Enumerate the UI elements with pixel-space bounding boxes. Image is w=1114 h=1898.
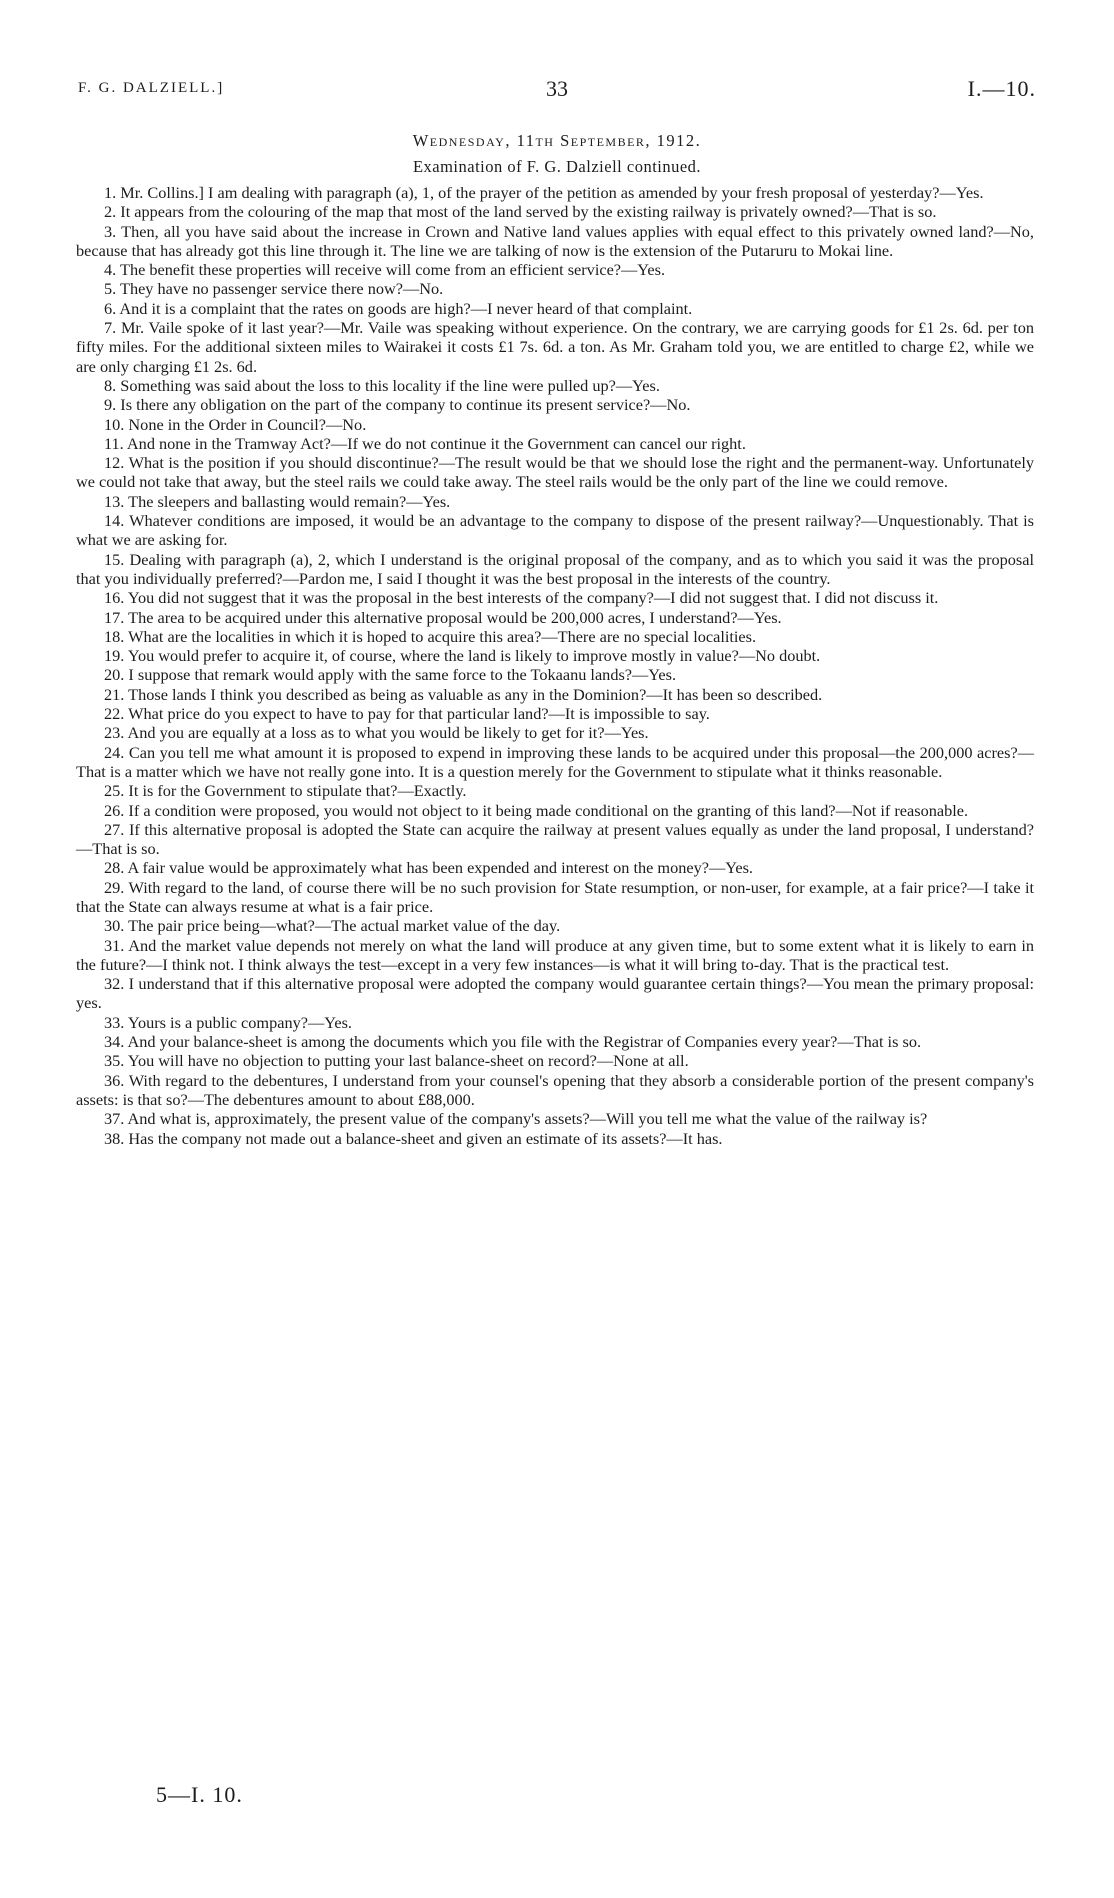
question-text: With regard to the debentures, I understand from your counsel's opening that they absorb a considerable portion of the present company's assets: is that so?—The debentures amount to about £88,000.	[76, 1070, 1034, 1109]
question-paragraph	[76, 781, 1034, 800]
question-number: 9.	[104, 395, 117, 415]
question-number: 17.	[104, 607, 125, 627]
question-paragraph	[76, 318, 1034, 376]
question-text: And none in the Tramway Act?—If we do not continue it the Government can cancel our right.	[123, 433, 746, 453]
question-text: Mr. Vaile spoke of it last year?—Mr. Vaile was speaking without experience. On the contrary, we are carrying goods for £1 2s. 6d. per ton fifty miles. For the additional sixteen miles to Wairakei it costs £1 7s. 6d. a ton. As Mr. Graham told you, we are entitled to charge £2, while we are only charging £1 2s. 6d.	[76, 318, 1034, 376]
question-text: The area to be acquired under this alternative proposal would be 200,000 acres, I understand?—Yes.	[124, 607, 782, 627]
question-paragraph	[76, 395, 1034, 414]
question-paragraph	[76, 646, 1034, 665]
question-number: 30.	[104, 916, 125, 936]
question-paragraph	[76, 820, 1034, 859]
question-text: Yours is a public company?—Yes.	[124, 1012, 353, 1032]
question-number: 33.	[104, 1012, 125, 1032]
question-text: And it is a complaint that the rates on goods are high?—I never heard of that complaint.	[116, 298, 693, 318]
question-text: If this alternative proposal is adopted the State can acquire the railway at present values equally as under the land proposal, I understand?—That is so.	[76, 819, 1034, 859]
question-text: The benefit these properties will receive will come from an efficient service?—Yes.	[116, 260, 666, 280]
signature-mark: 5—I. 10.	[156, 1782, 243, 1807]
document-code: I.—10.	[967, 76, 1036, 101]
question-number: 28.	[104, 858, 125, 878]
question-text: A fair value would be approximately what has been expended and interest on the money?—Yes.	[124, 858, 753, 878]
question-text: Then, all you have said about the increase in Crown and Native land values applies with equal effect to this privately owned land?—No, because that has already got this line through it. The line we are talking of now is the extension of the Putaruru to Mokai line.	[76, 221, 1034, 260]
question-text: You will have no objection to putting your last balance-sheet on record?—None at all.	[124, 1051, 689, 1071]
question-paragraph	[76, 1032, 1034, 1051]
question-paragraph	[76, 704, 1034, 723]
question-number: 37.	[104, 1109, 125, 1129]
examination-heading: Examination of F. G. Dalziell continued.	[412, 157, 702, 176]
question-number: 7.	[104, 318, 117, 338]
question-number: 13.	[104, 491, 125, 511]
question-paragraph	[76, 492, 1034, 511]
question-number: 22.	[104, 704, 125, 724]
question-paragraph	[76, 801, 1034, 820]
question-number: 5.	[104, 279, 117, 299]
question-number: 4.	[104, 260, 117, 280]
question-number: 8.	[104, 375, 117, 395]
question-paragraph	[76, 588, 1034, 607]
question-text: And you are equally at a loss as to what you would be likely to get for it?—Yes.	[124, 723, 649, 743]
question-number: 12.	[104, 453, 125, 473]
question-number: 6.	[104, 298, 117, 318]
question-number: 35.	[104, 1051, 125, 1071]
question-text: It appears from the colouring of the map that most of the land served by the existing railway is privately owned?—That is so.	[116, 202, 937, 222]
date-heading: Wednesday, 11th September, 1912.	[412, 131, 702, 150]
question-number: 27.	[104, 819, 125, 839]
question-text: It is for the Government to stipulate that?—Exactly.	[124, 781, 467, 801]
question-number: 16.	[104, 588, 125, 608]
question-text: And what is, approximately, the present value of the company's assets?—Will you tell me what the value of the railway is?	[124, 1109, 928, 1129]
question-text: If a condition were proposed, you would not object to it being made conditional on the granting of this land?—Not if reasonable.	[124, 800, 969, 820]
question-paragraph	[76, 260, 1034, 279]
question-number: 31.	[104, 935, 125, 955]
question-text: Dealing with paragraph (a), 2, which I understand is the original proposal of the company, and as to which you said it was the proposal that you individually preferred?—Pardon me, I said I thought it was the best proposal in the interests of the country.	[76, 549, 1034, 588]
question-number: 10.	[104, 414, 125, 434]
question-number: 3.	[104, 221, 117, 241]
question-number: 24.	[104, 742, 125, 762]
question-paragraph	[76, 299, 1034, 318]
question-text: I suppose that remark would apply with the same force to the Tokaanu lands?—Yes.	[124, 665, 677, 685]
question-paragraph	[76, 183, 1034, 202]
question-number: 23.	[104, 723, 125, 743]
question-paragraph	[76, 1109, 1034, 1128]
question-paragraph	[76, 974, 1034, 1013]
question-paragraph	[76, 1071, 1034, 1110]
question-text: None in the Order in Council?—No.	[124, 414, 367, 434]
question-text: Is there any obligation on the part of the company to continue its present service?—No.	[116, 395, 691, 415]
question-text: You did not suggest that it was the proposal in the best interests of the company?—I did not suggest that. I did not discuss it.	[124, 588, 939, 608]
question-paragraph	[76, 202, 1034, 221]
question-text: They have no passenger service there now?—No.	[116, 279, 444, 299]
question-paragraph	[76, 723, 1034, 742]
question-number: 36.	[104, 1070, 125, 1090]
question-paragraph	[76, 550, 1034, 589]
question-paragraph	[76, 665, 1034, 684]
question-number: 11.	[104, 433, 124, 453]
question-text: With regard to the land, of course there will be no such provision for State resumption, or non-user, for example, at a fair price?—I take it that the State can always resume at what is a fair price.	[76, 877, 1034, 916]
question-paragraph	[76, 627, 1034, 646]
question-paragraph	[76, 222, 1034, 261]
question-paragraph	[76, 743, 1034, 782]
question-number: 32.	[104, 974, 125, 994]
question-paragraph	[76, 376, 1034, 395]
question-paragraph	[76, 434, 1034, 453]
question-number: 18.	[104, 626, 125, 646]
question-text: The sleepers and ballasting would remain?—Yes.	[124, 491, 451, 511]
testimony-body	[76, 183, 1034, 1148]
question-number: 20.	[104, 665, 125, 685]
question-text: And the market value depends not merely on what the land will produce at any given time, but to some extent what it is likely to earn in the future?—I think not. I think always the test—except in a very few instances—is what it will bring to-day. That is the practical test.	[76, 935, 1034, 974]
question-text: Whatever conditions are imposed, it would be an advantage to the company to dispose of the present railway?—Unquestionably. That is what we are asking for.	[76, 511, 1034, 550]
question-text: Something was said about the loss to this locality if the line were pulled up?—Yes.	[116, 375, 660, 395]
question-number: 21.	[104, 684, 125, 704]
header-witness: F. G. DALZIELL.]	[78, 80, 225, 96]
question-paragraph	[76, 453, 1034, 492]
question-number: 38.	[104, 1128, 125, 1148]
question-text: Mr. Collins.] I am dealing with paragraph (a), 1, of the prayer of the petition as amended by your fresh proposal of yesterday?—Yes.	[116, 183, 984, 202]
page-number: 33	[546, 76, 568, 101]
question-paragraph	[76, 608, 1034, 627]
page-header	[78, 76, 1036, 106]
question-paragraph	[76, 858, 1034, 877]
question-text: And your balance-sheet is among the documents which you file with the Registrar of Companies every year?—That is so.	[124, 1032, 922, 1052]
question-paragraph	[76, 1051, 1034, 1070]
question-number: 29.	[104, 877, 125, 897]
question-text: The pair price being—what?—The actual market value of the day.	[124, 916, 561, 936]
question-text: Has the company not made out a balance-sheet and given an estimate of its assets?—It has.	[124, 1128, 723, 1148]
question-paragraph	[76, 511, 1034, 550]
question-text: Those lands I think you described as being as valuable as any in the Dominion?—It has been so described.	[124, 684, 823, 704]
question-text: I understand that if this alternative proposal were adopted the company would guarantee certain things?—You mean the primary proposal: yes.	[76, 974, 1034, 1013]
question-paragraph	[76, 936, 1034, 975]
question-paragraph	[76, 1129, 1034, 1148]
question-paragraph	[76, 916, 1034, 935]
question-number: 34.	[104, 1032, 125, 1052]
question-text: What price do you expect to have to pay for that particular land?—It is impossible to say.	[124, 704, 710, 724]
question-number: 15.	[104, 549, 125, 569]
question-number: 26.	[104, 800, 125, 820]
question-text: What is the position if you should discontinue?—The result would be that we should lose the right and the permanent-way. Unfortunately we could not take that away, but the steel rails we could take away. The steel rails would be the only part of the line we could remove.	[76, 453, 1034, 492]
question-text: You would prefer to acquire it, of course, where the land is likely to improve mostly in value?—No doubt.	[124, 646, 821, 666]
question-paragraph	[76, 1013, 1034, 1032]
question-number: 2.	[104, 202, 117, 222]
question-text: Can you tell me what amount it is proposed to expend in improving these lands to be acquired under this proposal—the 200,000 acres?—That is a matter which we have not really gone into. It is a question merely for the Government to stipulate what it thinks reasonable.	[76, 742, 1034, 781]
question-number: 1.	[104, 183, 117, 202]
question-number: 25.	[104, 781, 125, 801]
question-number: 19.	[104, 646, 125, 666]
question-paragraph	[76, 415, 1034, 434]
question-text: What are the localities in which it is hoped to acquire this area?—There are no special localities.	[124, 626, 757, 646]
question-paragraph	[76, 878, 1034, 917]
question-paragraph	[76, 279, 1034, 298]
question-number: 14.	[104, 511, 125, 531]
question-paragraph	[76, 685, 1034, 704]
